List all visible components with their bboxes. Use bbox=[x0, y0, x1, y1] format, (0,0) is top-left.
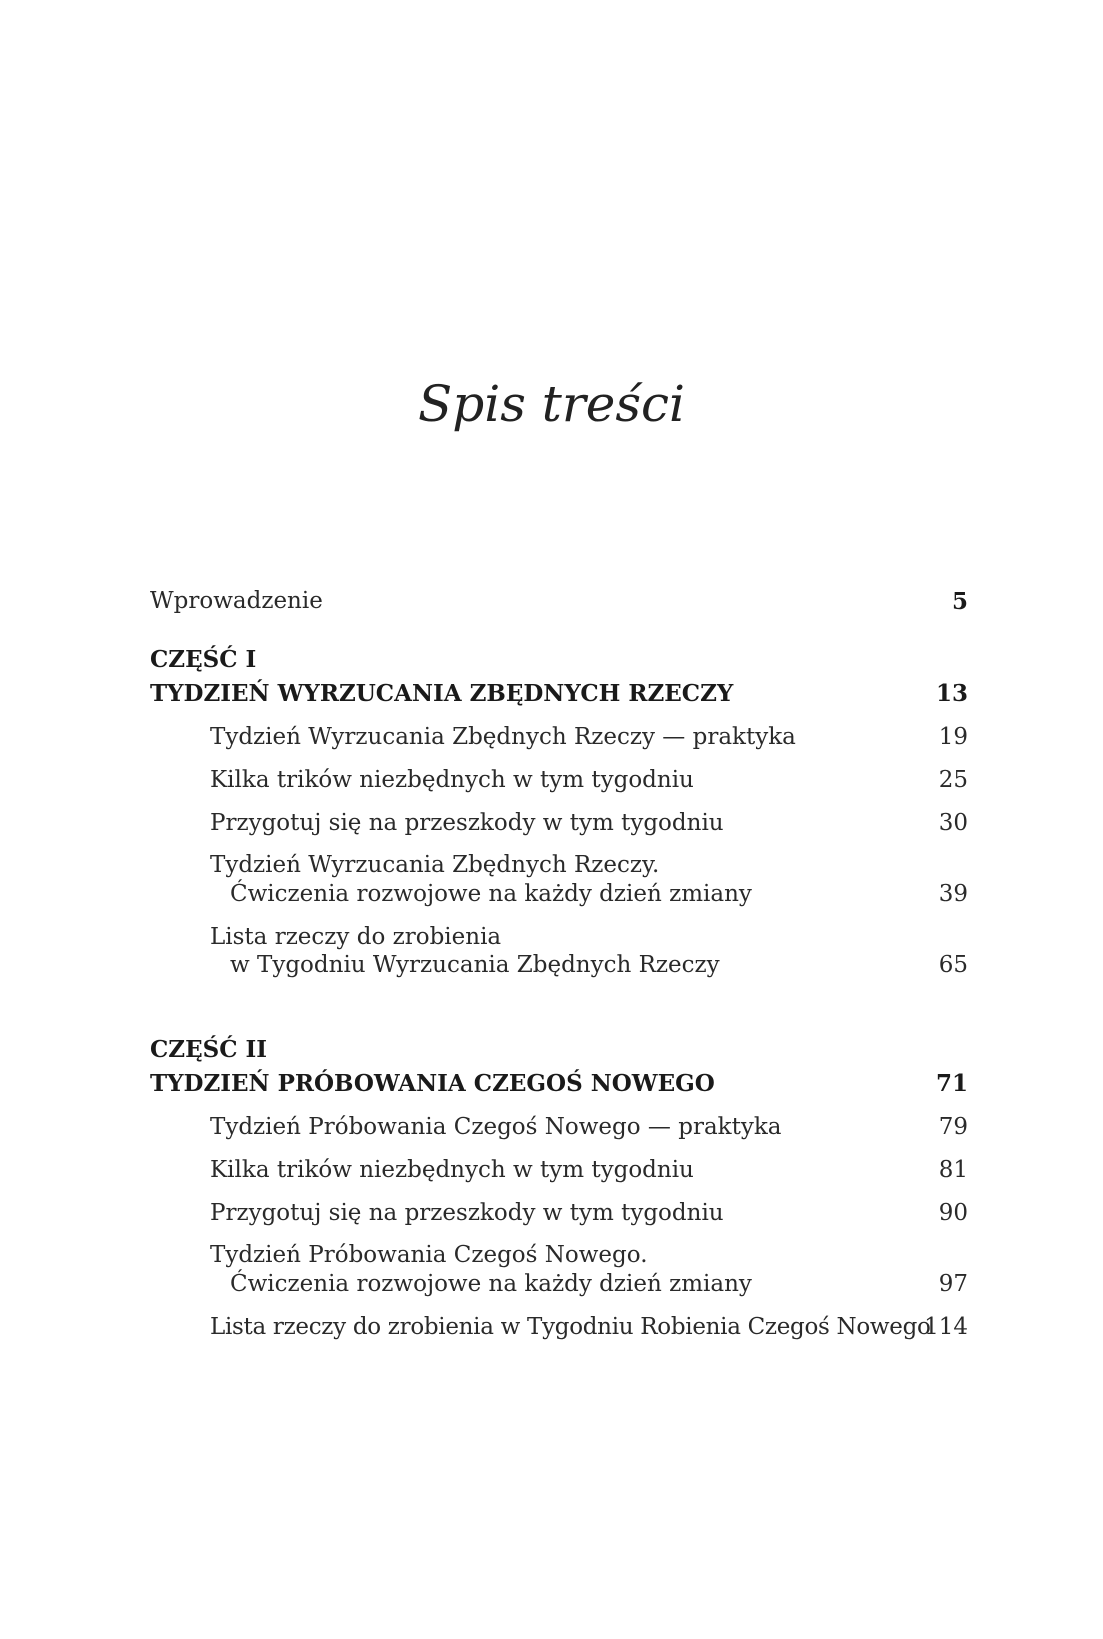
toc-entry-page: 19 bbox=[938, 724, 968, 750]
toc-entry-page: 81 bbox=[938, 1157, 968, 1183]
part-1-heading: TYDZIEŃ WYRZUCANIA ZBĘDNYCH RZECZY bbox=[150, 680, 734, 707]
toc-entry-page: 90 bbox=[938, 1200, 968, 1226]
toc-entry-page: 39 bbox=[938, 881, 968, 907]
toc-entry-page: 25 bbox=[938, 767, 968, 793]
toc-entry-label-continued: Ćwiczenia rozwojowe na każdy dzień zmiany bbox=[230, 1271, 752, 1297]
toc-entry-label: Wprowadzenie bbox=[150, 588, 323, 614]
toc-entry-label: Tydzień Wyrzucania Zbędnych Rzeczy — praktyka bbox=[210, 724, 796, 750]
toc-entry-label: Lista rzeczy do zrobienia bbox=[210, 924, 502, 950]
toc-entry-label: Kilka trików niezbędnych w tym tygodniu bbox=[210, 767, 694, 793]
toc-entry-page: 114 bbox=[924, 1314, 968, 1340]
page-title: Spis treści bbox=[417, 375, 686, 433]
toc-entry-page: 30 bbox=[938, 810, 968, 836]
toc-entry-page: 65 bbox=[938, 952, 968, 978]
toc-entry-label-continued: w Tygodniu Wyrzucania Zbędnych Rzeczy bbox=[230, 952, 720, 978]
part-1-label: CZĘŚĆ I bbox=[150, 646, 257, 673]
toc-entry-label: Tydzień Próbowania Czegoś Nowego. bbox=[210, 1242, 648, 1268]
toc-entry-page: 79 bbox=[938, 1114, 968, 1140]
toc-entry-label: Przygotuj się na przeszkody w tym tygodniu bbox=[210, 1200, 724, 1226]
toc-entry-label: Lista rzeczy do zrobienia w Tygodniu Robienia Czegoś Nowego bbox=[210, 1314, 931, 1340]
toc-entry-label: Przygotuj się na przeszkody w tym tygodniu bbox=[210, 810, 724, 836]
part-2-label: CZĘŚĆ II bbox=[150, 1036, 268, 1063]
toc-entry-label: Kilka trików niezbędnych w tym tygodniu bbox=[210, 1157, 694, 1183]
toc-entry-label-continued: Ćwiczenia rozwojowe na każdy dzień zmiany bbox=[230, 881, 752, 907]
part-2-page: 71 bbox=[935, 1070, 968, 1097]
part-1-page: 13 bbox=[935, 680, 968, 707]
toc-entry-page: 97 bbox=[938, 1271, 968, 1297]
toc-entry-label: Tydzień Wyrzucania Zbędnych Rzeczy. bbox=[210, 852, 660, 878]
toc-entry-page: 5 bbox=[951, 588, 968, 615]
toc-entry-label: Tydzień Próbowania Czegoś Nowego — praktyka bbox=[210, 1114, 782, 1140]
part-2-heading: TYDZIEŃ PRÓBOWANIA CZEGOŚ NOWEGO bbox=[150, 1070, 715, 1097]
